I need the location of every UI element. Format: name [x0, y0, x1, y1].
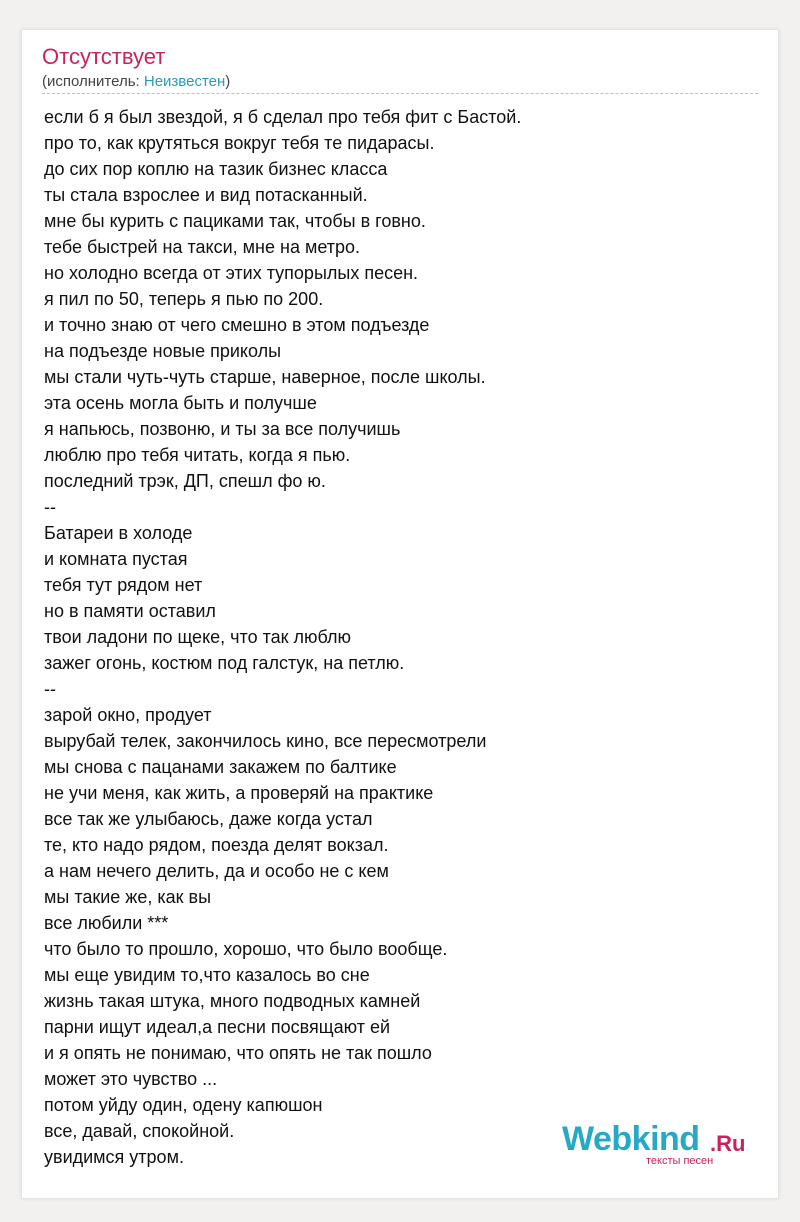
lyric-line: те, кто надо рядом, поезда делят вокзал.	[44, 835, 389, 855]
lyric-line: мы еще увидим то,что казалось во сне	[44, 965, 370, 985]
lyric-line: люблю про тебя читать, когда я пью.	[44, 445, 351, 465]
lyric-line: тебя тут рядом нет	[44, 575, 203, 595]
lyric-line: твои ладони по щеке, что так люблю	[44, 627, 352, 647]
artist-link[interactable]: Неизвестен	[143, 73, 226, 90]
artist-suffix: )	[225, 73, 231, 90]
lyric-line: я пил по 50, теперь я пью по 200.	[44, 289, 324, 309]
lyric-line: мы стали чуть-чуть старше, наверное, после школы.	[44, 367, 486, 387]
lyric-line: но в памяти оставил	[44, 601, 216, 621]
lyric-line: зажег огонь, костюм под галстук, на петлю.	[44, 653, 405, 673]
lyric-line: я напьюсь, позвоню, и ты за все получишь	[44, 419, 401, 439]
lyric-line: мы такие же, как вы	[44, 887, 212, 907]
lyric-line: а нам нечего делить, да и особо не с кем	[44, 861, 389, 881]
lyric-line: но холодно всегда от этих тупорылых песен.	[44, 263, 419, 283]
lyric-line: на подъезде новые приколы	[44, 341, 282, 361]
lyric-line: вырубай телек, закончилось кино, все пересмотрели	[44, 731, 487, 751]
lyric-line: жизнь такая штука, много подводных камней	[44, 991, 421, 1011]
lyric-line: все, давай, спокойной.	[44, 1121, 235, 1141]
lyric-line: про то, как крутяться вокруг тебя те пидарасы.	[44, 133, 435, 153]
lyric-line: и я опять не понимаю, что опять не так пошло	[44, 1043, 432, 1063]
lyric-line: зарой окно, продует	[44, 705, 212, 725]
title-divider	[42, 93, 758, 94]
logo-tagline: тексты песен	[646, 1155, 714, 1167]
lyric-line: мне бы курить с пациками так, чтобы в говно.	[44, 211, 426, 231]
lyric-line: Батареи в холоде	[44, 523, 193, 543]
lyric-line: все любили ***	[44, 913, 169, 933]
lyric-line: что было то прошло, хорошо, что было вообще.	[44, 939, 448, 959]
site-logo[interactable]	[562, 1121, 758, 1165]
lyric-line: потом уйду один, одену капюшон	[44, 1095, 323, 1115]
logo-brand: Webkind	[562, 1120, 700, 1158]
lyric-line: может это чувство ...	[44, 1069, 218, 1089]
artist-line	[42, 73, 230, 91]
song-title: Отсутствует	[42, 44, 166, 69]
lyric-line: последний трэк, ДП, спешл фо ю.	[44, 471, 326, 491]
lyric-line: не учи меня, как жить, а проверяй на практике	[44, 783, 434, 803]
lyrics-text	[44, 104, 756, 1170]
lyric-line: --	[44, 497, 56, 517]
lyric-line: и точно знаю от чего смешно в этом подъезде	[44, 315, 430, 335]
lyric-line: ты стала взрослее и вид потасканный.	[44, 185, 368, 205]
lyric-line: до сих пор коплю на тазик бизнес класса	[44, 159, 388, 179]
lyrics-card	[21, 29, 779, 1199]
lyric-line: парни ищут идеал,а песни посвящают ей	[44, 1017, 391, 1037]
lyric-line: --	[44, 679, 56, 699]
lyric-line: увидимся утром.	[44, 1147, 184, 1167]
lyric-line: мы снова с пацанами закажем по балтике	[44, 757, 397, 777]
lyric-line: все так же улыбаюсь, даже когда устал	[44, 809, 373, 829]
lyric-line: эта осень могла быть и получше	[44, 393, 317, 413]
artist-prefix: (исполнитель:	[42, 73, 144, 90]
lyric-line: и комната пустая	[44, 549, 188, 569]
lyric-line: если б я был звездой, я б сделал про тебя фит с Бастой.	[44, 107, 522, 127]
lyric-line: тебе быстрей на такси, мне на метро.	[44, 237, 361, 257]
logo-tld: .Ru	[710, 1131, 746, 1156]
